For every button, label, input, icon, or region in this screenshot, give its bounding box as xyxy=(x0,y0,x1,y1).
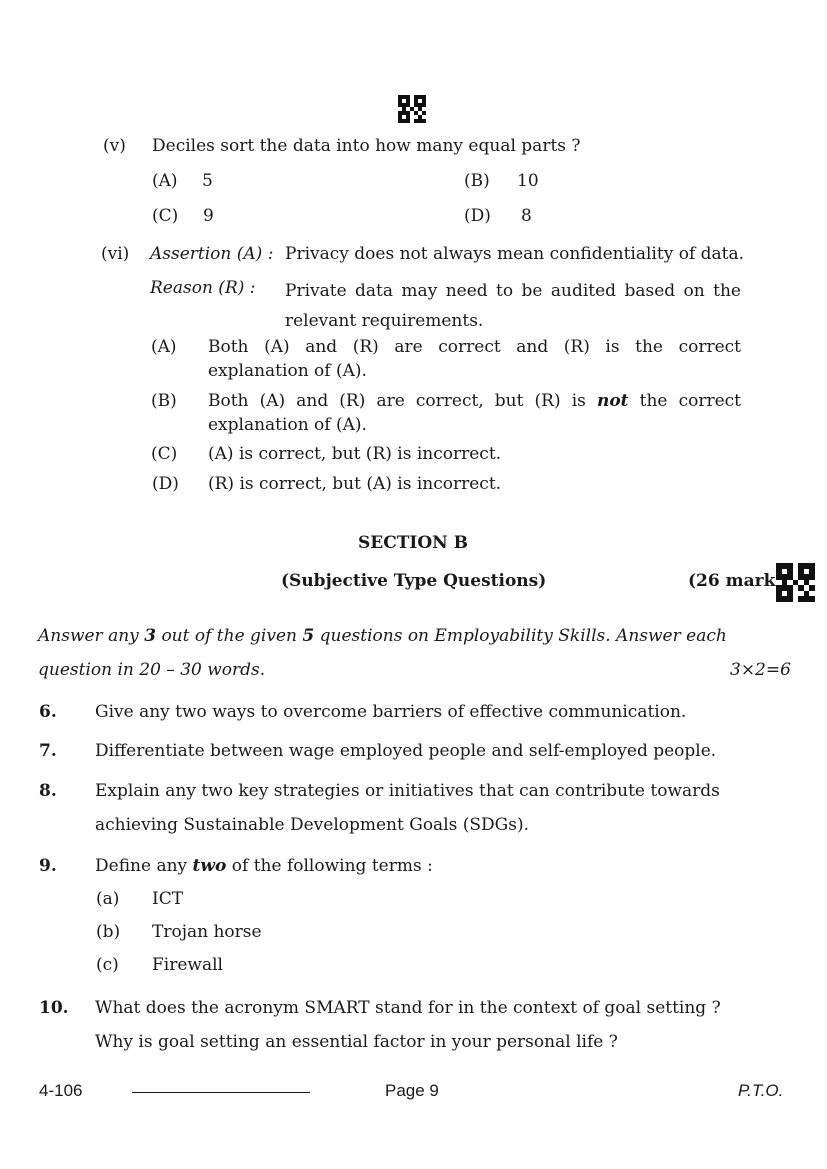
instructions-total: 5 xyxy=(302,626,315,646)
item-text: Trojan horse xyxy=(152,922,262,942)
footer-code: 4-106 xyxy=(39,1081,83,1100)
section-title: SECTION B xyxy=(358,533,469,553)
question-text-line-1: What does the acronym SMART stand for in the context of goal setting ? xyxy=(95,998,721,1018)
item-text: ICT xyxy=(152,889,184,909)
question-v-number: (v) xyxy=(103,136,126,156)
question-number: 9. xyxy=(39,856,57,876)
instructions-line-1 xyxy=(38,626,727,646)
question-text: Give any two ways to overcome barriers of effective communication. xyxy=(95,702,687,722)
emphasis-not: not xyxy=(596,391,629,411)
footer-divider xyxy=(132,1092,310,1093)
assertion-label: Assertion (A) : xyxy=(150,244,274,264)
question-number: 7. xyxy=(39,741,57,761)
option-key: (B) xyxy=(464,171,490,191)
reason-label: Reason (R) : xyxy=(150,278,256,298)
qr-code-icon xyxy=(776,563,815,602)
item-key: (a) xyxy=(96,889,120,909)
question-text-line-2: achieving Sustainable Development Goals (SDGs). xyxy=(95,815,530,835)
option-key: (A) xyxy=(152,171,178,191)
item-text: Firewall xyxy=(152,955,223,975)
option-key: (D) xyxy=(152,474,179,494)
option-text: Both (A) and (R) are correct and (R) is the correct explanation of (A). xyxy=(208,337,741,381)
instructions-text: Answer any xyxy=(38,626,139,646)
option-text: 9 xyxy=(203,206,214,226)
question-text-post: of the following terms : xyxy=(231,856,433,876)
instructions-count: 3 xyxy=(144,626,157,646)
footer-pto: P.T.O. xyxy=(738,1081,784,1100)
instructions-marks: 3×2=6 xyxy=(730,660,791,680)
option-text: (R) is correct, but (A) is incorrect. xyxy=(208,474,502,494)
option-key: (A) xyxy=(151,337,177,357)
question-v-text: Deciles sort the data into how many equal parts ? xyxy=(152,136,581,156)
option-text xyxy=(208,389,741,437)
emphasis-two: two xyxy=(192,856,227,876)
assertion-text: Privacy does not always mean confidentiality of data. xyxy=(285,244,745,264)
question-vi-number: (vi) xyxy=(101,244,130,264)
question-number: 8. xyxy=(39,781,57,801)
qr-code-icon xyxy=(398,95,426,123)
option-key: (C) xyxy=(151,444,178,464)
option-text-post: the correct explanation of (A). xyxy=(208,391,742,435)
option-key: (D) xyxy=(464,206,491,226)
question-text: Differentiate between wage employed people and self-employed people. xyxy=(95,741,717,761)
section-marks: (26 mark xyxy=(688,571,776,591)
reason-text: Private data may need to be audited based on the relevant requirements. xyxy=(285,281,741,331)
option-text: 5 xyxy=(202,171,213,191)
option-key: (C) xyxy=(152,206,179,226)
instructions-text: questions on Employability Skills. Answer each xyxy=(319,626,727,646)
option-text: 8 xyxy=(521,206,532,226)
item-key: (b) xyxy=(96,922,121,942)
question-number: 6. xyxy=(39,702,57,722)
option-text: 10 xyxy=(517,171,539,191)
footer-page: Page 9 xyxy=(385,1081,439,1100)
item-key: (c) xyxy=(96,955,119,975)
question-text-line-2: Why is goal setting an essential factor in your personal life ? xyxy=(95,1032,618,1052)
question-text-line-1: Explain any two key strategies or initiatives that can contribute towards xyxy=(95,781,720,801)
instructions-line-2: question in 20 – 30 words. xyxy=(38,660,266,680)
question-text-pre: Define any xyxy=(95,856,188,876)
question-text xyxy=(95,856,433,876)
option-text-pre: Both (A) and (R) are correct, but (R) is xyxy=(208,391,586,411)
instructions-text: out of the given xyxy=(161,626,297,646)
section-subtitle: (Subjective Type Questions) xyxy=(281,571,547,591)
question-number: 10. xyxy=(39,998,69,1018)
option-text: (A) is correct, but (R) is incorrect. xyxy=(208,444,502,464)
option-key: (B) xyxy=(151,391,177,411)
